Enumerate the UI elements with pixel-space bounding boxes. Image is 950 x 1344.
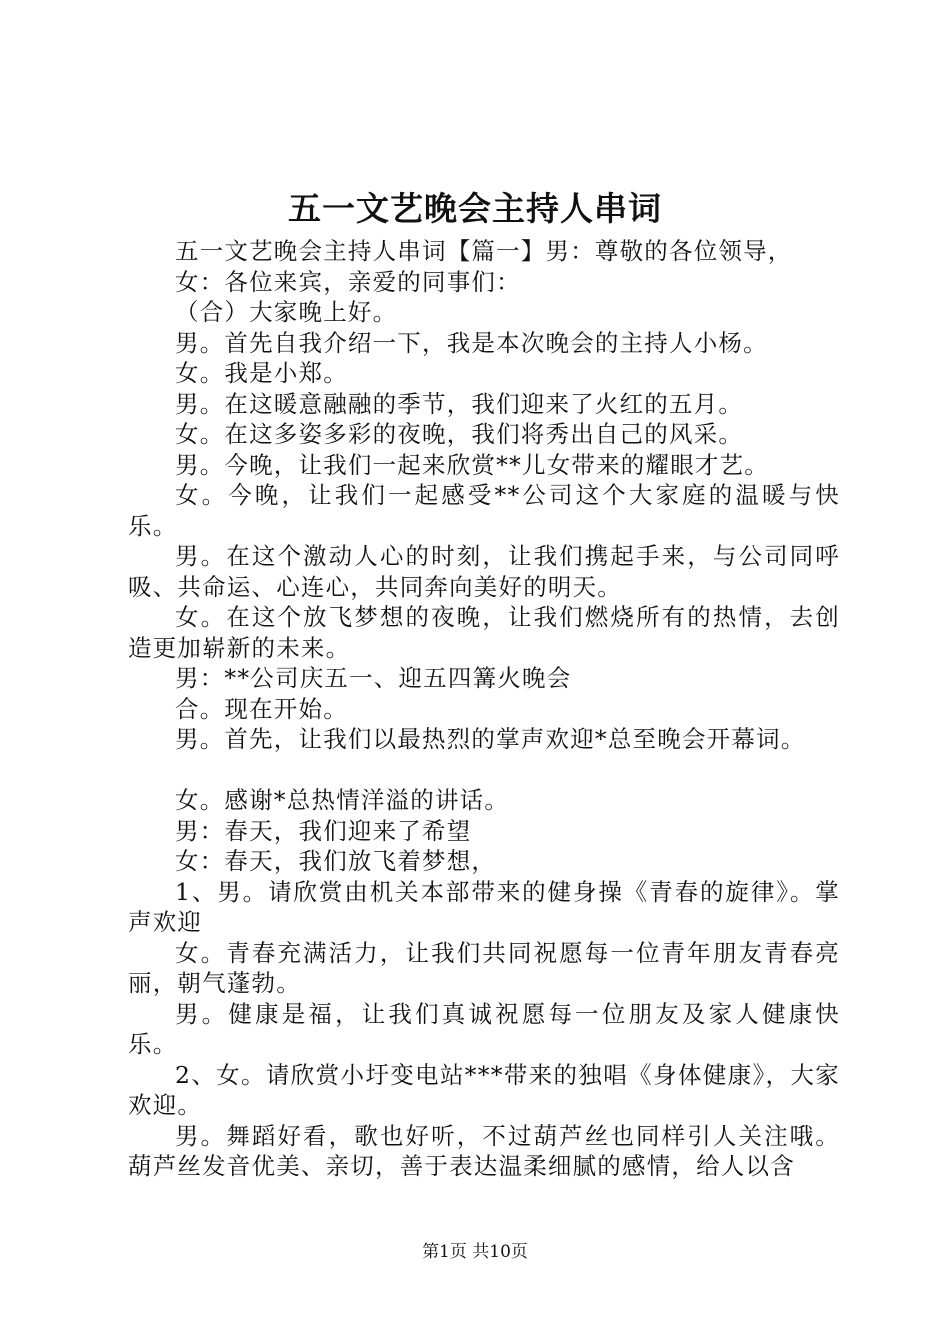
paragraph-14: 男。首先，让我们以最热烈的掌声欢迎*总至晚会开幕词。: [175, 725, 806, 753]
paragraph-1: 五一文艺晚会主持人串词【篇一】男：尊敬的各位领导，: [175, 237, 793, 265]
paragraph-18: 1、男。请欣赏由机关本部带来的健身操《青春的旋律》。掌声欢迎: [128, 877, 840, 936]
blank-line: [128, 755, 840, 786]
paragraph-21: 2、女。请欣赏小圩变电站***带来的独唱《身体健康》，大家欢迎。: [128, 1060, 840, 1119]
paragraph-10: 男。在这个激动人心的时刻，让我们携起手来，与公司同呼吸、共命运、心连心，共同奔向美好的明天。: [128, 542, 840, 601]
paragraph-19: 女。青春充满活力，让我们共同祝愿每一位青年朋友青春亮丽，朝气蓬勃。: [128, 938, 840, 997]
paragraph-17: 女：春天，我们放飞着梦想，: [175, 847, 497, 875]
page-footer: 第1页 共10页: [422, 1242, 528, 1262]
paragraph-13: 合。现在开始。: [175, 694, 348, 723]
paragraph-4: 男。首先自我介绍一下，我是本次晚会的主持人小杨。: [175, 328, 768, 357]
paragraph-5: 女。我是小郑。: [175, 359, 348, 387]
paragraph-20: 男。健康是福，让我们真诚祝愿每一位朋友及家人健康快乐。: [128, 999, 840, 1058]
page-title: 五一文艺晚会主持人串词: [288, 189, 662, 228]
paragraph-9: 女。今晚，让我们一起感受**公司这个大家庭的温暖与快乐。: [128, 481, 840, 540]
paragraph-2: 女：各位来宾，亲爱的同事们：: [175, 267, 521, 296]
paragraph-8: 男。今晚，让我们一起来欣赏**儿女带来的耀眼才艺。: [175, 450, 769, 479]
paragraph-16: 男：春天，我们迎来了希望: [175, 816, 472, 845]
paragraph-12: 男：**公司庆五一、迎五四篝火晚会: [175, 664, 572, 692]
paragraph-6: 男。在这暖意融融的季节，我们迎来了火红的五月。: [175, 389, 744, 418]
paragraph-15: 女。感谢*总热情洋溢的讲话。: [175, 786, 510, 814]
paragraph-11: 女。在这个放飞梦想的夜晚，让我们燃烧所有的热情，去创造更加崭新的未来。: [128, 603, 840, 662]
document-body: [128, 236, 840, 1182]
paragraph-7: 女。在这多姿多彩的夜晚，我们将秀出自己的风采。: [175, 420, 744, 448]
paragraph-22: 男。舞蹈好看，歌也好听，不过葫芦丝也同样引人关注哦。葫芦丝发音优美、亲切，善于表达温柔细腻的感情，给人以含: [128, 1121, 840, 1180]
paragraph-3: （合）大家晚上好。: [175, 298, 398, 326]
